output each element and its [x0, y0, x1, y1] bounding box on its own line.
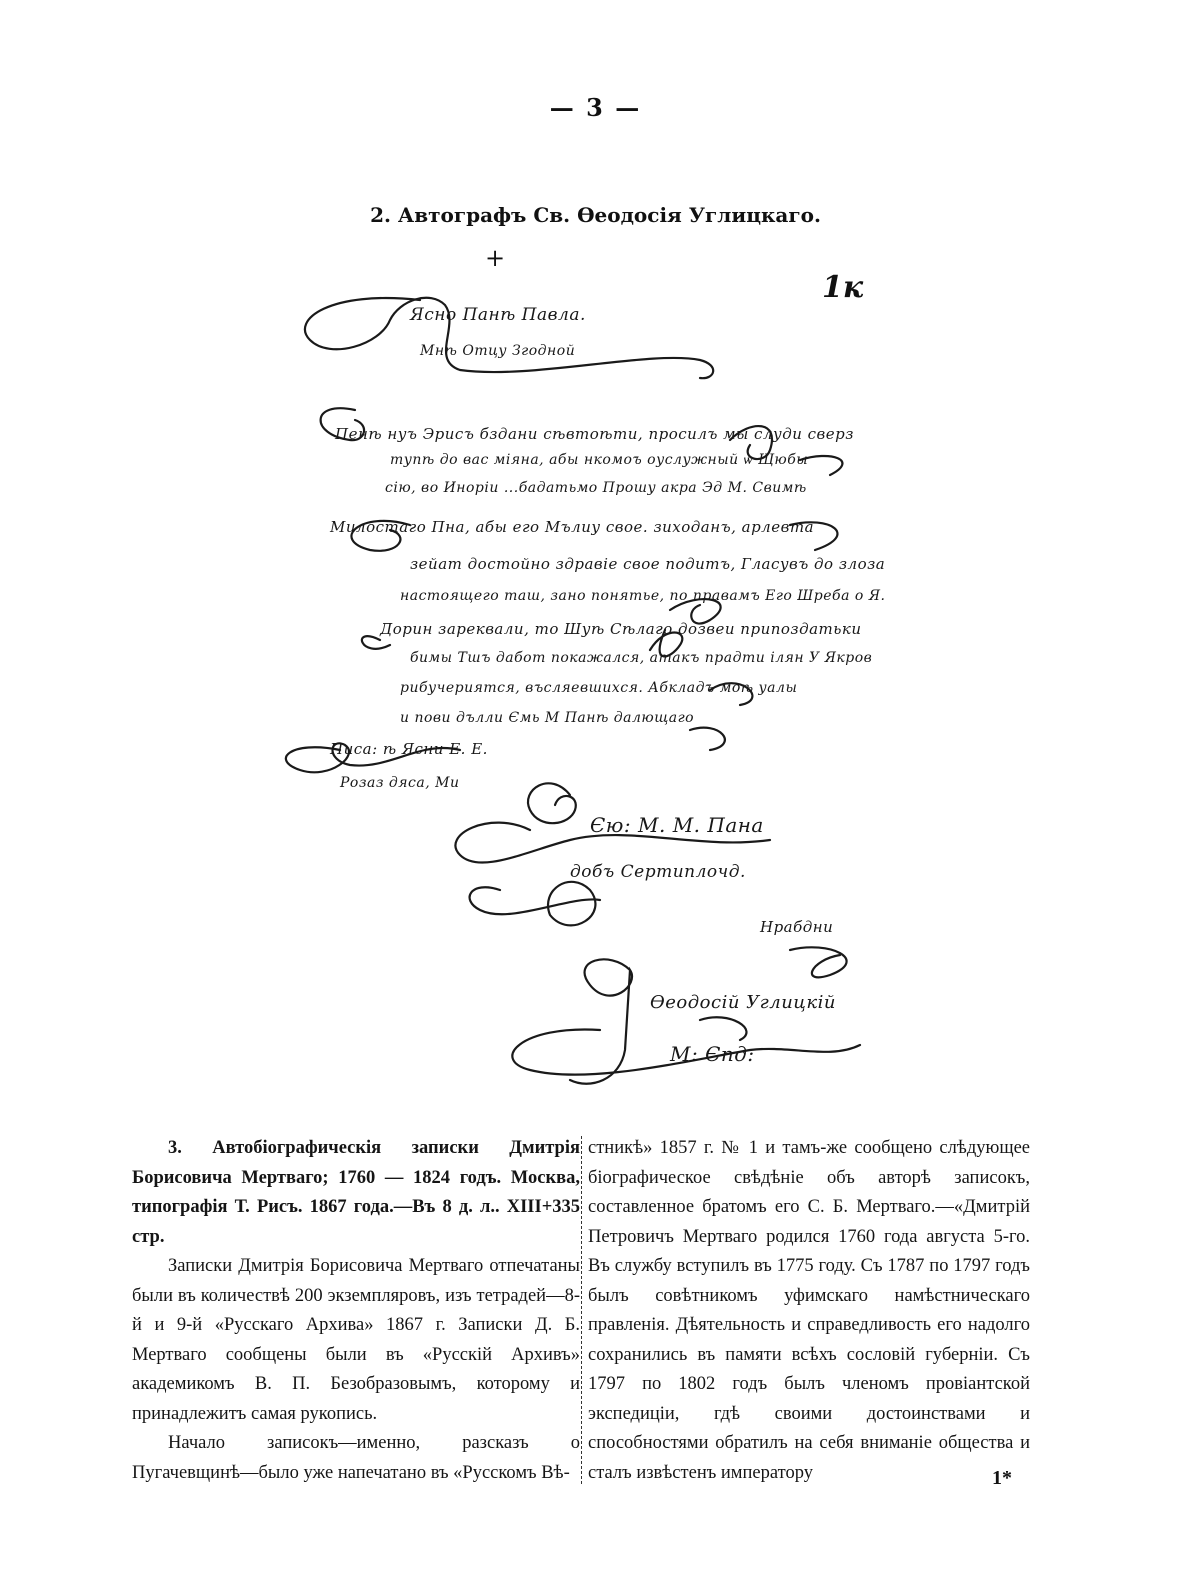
paragraph: Начало записокъ—именно, разсказъ о Пугачевщинѣ—было уже напечатано въ «Русскомъ Вѣ-	[132, 1433, 580, 1483]
ms-line: сію, во Иноріи ...бадатьмо Прошу акра Эд М. Свимѣ	[385, 480, 807, 496]
ms-line: добъ Сертиплочд.	[570, 862, 746, 882]
page-number: — 3 —	[549, 93, 642, 122]
ms-line: Дорин зареквали, то Шуѣ Сѣлаго дозвеи припоздатьки	[380, 620, 862, 638]
column-divider	[581, 1136, 582, 1484]
ms-line: Писа: ѣ Ясни Е. Е.	[330, 740, 488, 758]
ms-line: М: Єпд:	[670, 1042, 755, 1066]
paragraph: Записки Дмитрія Борисовича Мертваго отпечатаны были въ количествѣ 200 экземпляровъ, изъ тетрадей—8-й и 9-й «Русскаго Архива» 1867 г. Записки Д. Б. Мертваго сообщены были въ «Русскій Архивъ» академикомъ В. П. Безобразовымъ, которому и принадлежитъ самая рукопись.	[132, 1256, 580, 1424]
paragraph: стникѣ» 1857 г. № 1 и тамъ-же сообщено слѣдующее біографическое свѣдѣніе объ авторѣ записокъ, составленное братомъ его С. Б. Мертваго.—«Дмитрій Петровичъ Мертваго родился 1760 года августа 5-го. Въ службу вступилъ въ 1775 году. Съ 1787 по 1797 годъ былъ совѣтникомъ уфимскаго намѣстническаго правленія. Дѣятельность и справедливость его надолго сохранились въ памяти всѣхъ сословій губерніи. Съ 1797 по 1802 годъ былъ членомъ провіантской экспедиціи, гдѣ своими достоинствами и способностями обратилъ на себя вниманіе общества и сталъ извѣстенъ императору	[588, 1138, 1030, 1483]
ms-line: настоящего таш, зано понятье, по правамъ Его Шреба о Я.	[400, 588, 886, 604]
entry-heading: 3. Автобіографическія записки Дмитрія Борисовича Мертваго; 1760 — 1824 годъ. Москва, типографія Т. Рисъ. 1867 года.—Въ 8 д. л.. XIII+335 стр.	[132, 1138, 580, 1247]
ms-line: Пенѣ нуъ Эрисъ бздани сѣвтоѣти, просилъ мы слуди сверз	[335, 425, 854, 443]
left-column	[132, 1134, 580, 1488]
ms-line: Ѳеодосій Углицкій	[650, 992, 836, 1013]
signature-mark: 1*	[992, 1467, 1012, 1489]
ms-line: Ясно Панѣ Павла.	[410, 305, 586, 325]
ms-line: и пови дълли Ємь М Панѣ далющаго	[400, 710, 695, 726]
ms-line: Мнѣ Отцу Згодной	[420, 343, 576, 359]
ms-line: Нрабдни	[760, 918, 834, 936]
ms-line: бимы Тшъ дабот покажался, атакъ прадти ілян У Якров	[410, 650, 873, 666]
ms-line: зейат достойно здравіе свое подитъ, Гласувъ до злоза	[410, 555, 886, 573]
cross-mark: +	[485, 244, 506, 272]
ms-line: рибучериятся, въсляевшихся. Абкладъ моѣ уалы	[400, 680, 798, 696]
folio-mark: 1к	[822, 270, 864, 305]
section-title: 2. Автографъ Св. Ѳеодосія Углицкаго.	[370, 203, 821, 227]
ms-line: Милостаго Пна, абы его Мълиу свое. зиходанъ, арлевта	[330, 518, 815, 536]
manuscript-autograph	[270, 250, 920, 1130]
ms-line: тупѣ до вас міяна, абы нкомоъ оуслужный ѡ Щюбы	[390, 452, 809, 468]
ms-line: Розаз дяса, Ми	[340, 775, 460, 791]
right-column	[588, 1134, 1030, 1488]
ms-line: Єю: М. М. Пана	[590, 813, 764, 837]
